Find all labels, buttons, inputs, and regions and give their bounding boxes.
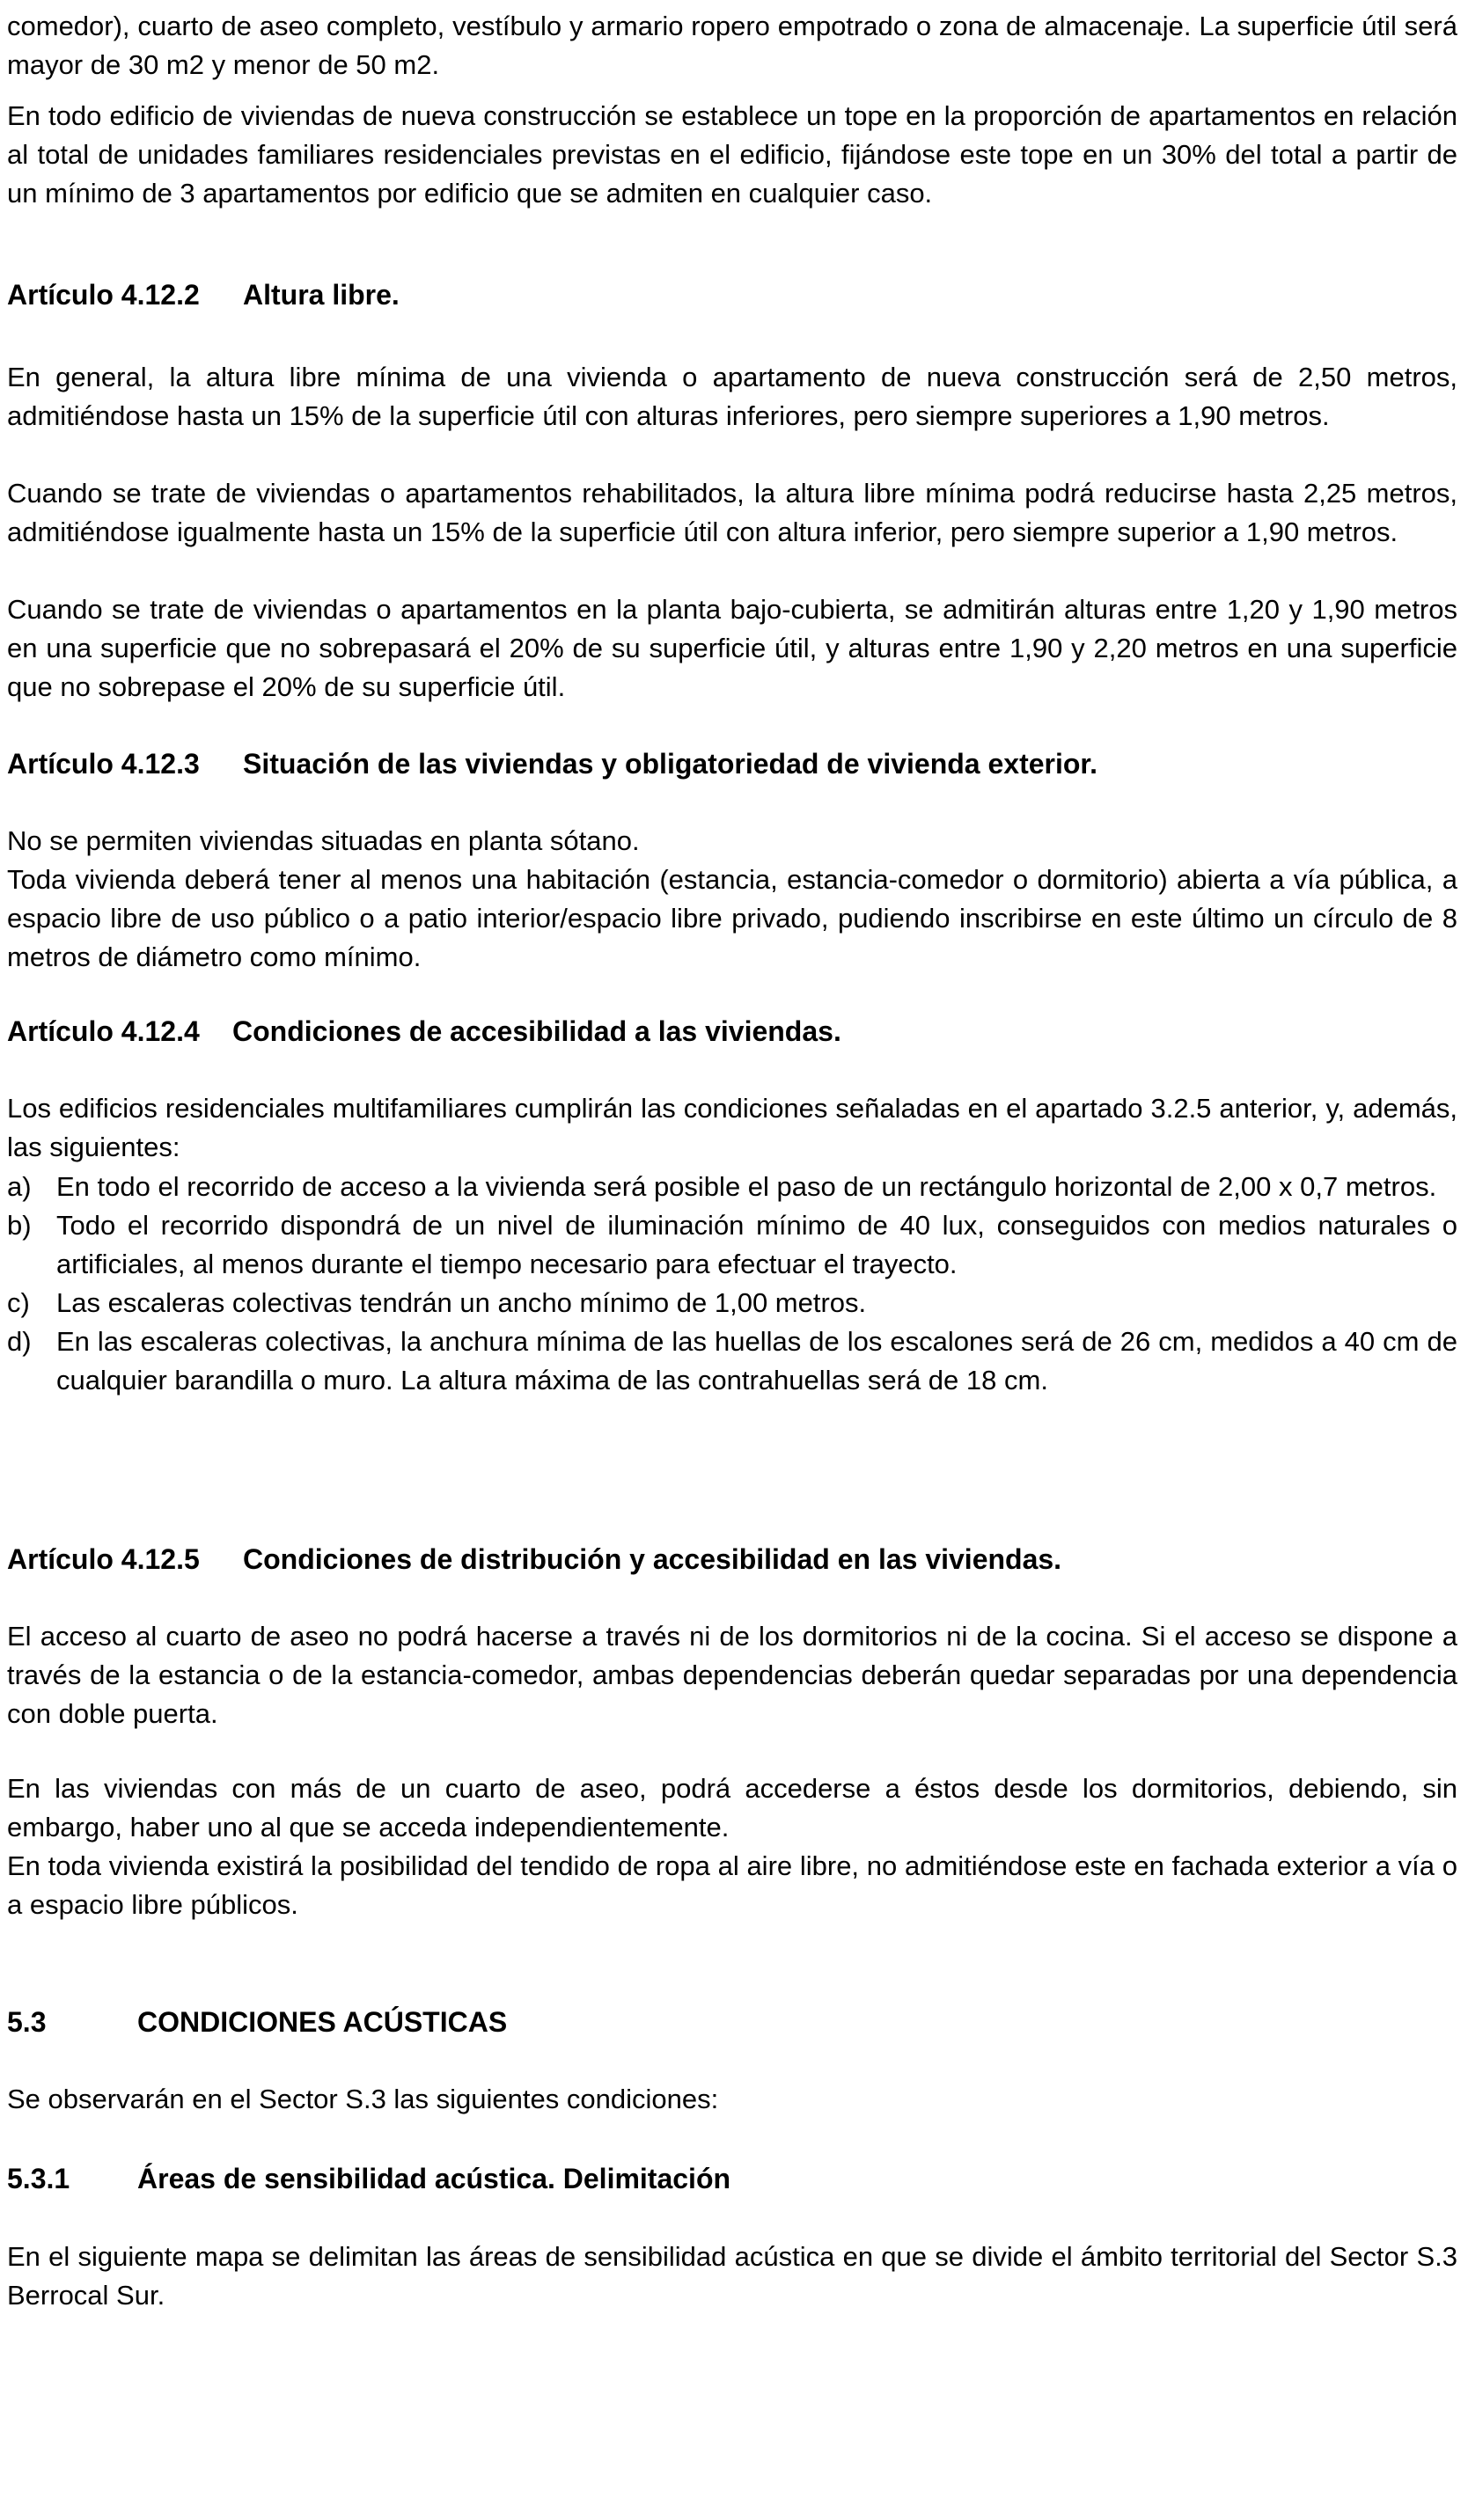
article-number: Artículo 4.12.5 bbox=[7, 1543, 200, 1575]
article-number: Artículo 4.12.2 bbox=[7, 279, 200, 311]
article-number: Artículo 4.12.4 bbox=[7, 1015, 200, 1047]
paragraph: Los edificios residenciales multifamiliares cumplirán las condiciones señaladas en el apartado 3.2.5 anterior, y, además, las siguientes: bbox=[7, 1093, 1457, 1162]
section-heading bbox=[7, 2003, 1457, 2041]
list-item-text: Todo el recorrido dispondrá de un nivel de iluminación mínimo de 40 lux, conseguidos con medios naturales o artificiales, al menos durante el tiempo necesario para efectuar el trayecto. bbox=[56, 1210, 1457, 1279]
requirements-list bbox=[7, 1168, 1457, 1400]
subsection-heading bbox=[7, 2159, 1457, 2198]
article-title: Condiciones de distribución y accesibilidad en las viviendas. bbox=[243, 1543, 1062, 1575]
section-title: CONDICIONES ACÚSTICAS bbox=[137, 2006, 508, 2038]
article-heading bbox=[7, 1540, 1457, 1579]
article-heading bbox=[7, 1012, 1457, 1051]
subsection-title: Áreas de sensibilidad acústica. Delimitación bbox=[137, 2163, 731, 2194]
paragraph: En todo edificio de viviendas de nueva construcción se establece un tope en la proporción de apartamentos en relación al total de unidades familiares residenciales previstas en el edificio, fijándose este tope en un 30% del total a partir de un mínimo de 3 apartamentos por edificio que se admiten en cualquier caso. bbox=[7, 100, 1457, 209]
list-item bbox=[7, 1206, 1457, 1284]
subsection-number: 5.3.1 bbox=[7, 2163, 70, 2194]
list-item-text: En las escaleras colectivas, la anchura mínima de las huellas de los escalones será de 26 cm, medidos a 40 cm de cualquier barandilla o muro. La altura máxima de las contrahuellas será de 18 cm. bbox=[56, 1326, 1457, 1396]
article-title: Altura libre. bbox=[243, 279, 400, 311]
paragraph: Cuando se trate de viviendas o apartamentos en la planta bajo-cubierta, se admitirán alturas entre 1,20 y 1,90 metros en una superficie que no sobrepasará el 20% de su superficie útil, y alturas entre 1,90 y 2,20 metros en una superficie que no sobrepase el 20% de su superficie útil. bbox=[7, 594, 1457, 702]
paragraph: En toda vivienda existirá la posibilidad del tendido de ropa al aire libre, no admitiéndose este en fachada exterior a vía o a espacio libre públicos. bbox=[7, 1850, 1457, 1920]
paragraph: Cuando se trate de viviendas o apartamentos rehabilitados, la altura libre mínima podrá reducirse hasta 2,25 metros, admitiéndose igualmente hasta un 15% de la superficie útil con altura inferior, pero siempre superior a 1,90 metros. bbox=[7, 478, 1457, 547]
list-item bbox=[7, 1322, 1457, 1400]
paragraph: Se observarán en el Sector S.3 las siguientes condiciones: bbox=[7, 2084, 719, 2114]
paragraph: No se permiten viviendas situadas en planta sótano. bbox=[7, 825, 640, 856]
article-title: Situación de las viviendas y obligatoriedad de vivienda exterior. bbox=[243, 748, 1097, 780]
paragraph: El acceso al cuarto de aseo no podrá hacerse a través ni de los dormitorios ni de la cocina. Si el acceso se dispone a través de la estancia o de la estancia-comedor, ambas dependencias deberán quedar separadas por una dependencia con doble puerta. bbox=[7, 1621, 1457, 1729]
list-item-text: En todo el recorrido de acceso a la vivienda será posible el paso de un rectángulo horizontal de 2,00 x 0,7 metros. bbox=[56, 1171, 1437, 1202]
paragraph: En general, la altura libre mínima de una vivienda o apartamento de nueva construcción será de 2,50 metros, admitiéndose hasta un 15% de la superficie útil con alturas inferiores, pero siempre superiores a 1,90 metros. bbox=[7, 362, 1457, 431]
article-heading bbox=[7, 275, 1457, 314]
article-number: Artículo 4.12.3 bbox=[7, 748, 200, 780]
list-item-text: Las escaleras colectivas tendrán un ancho mínimo de 1,00 metros. bbox=[56, 1287, 867, 1318]
paragraph: En las viviendas con más de un cuarto de aseo, podrá accederse a éstos desde los dormitorios, debiendo, sin embargo, haber uno al que se acceda independientemente. bbox=[7, 1773, 1457, 1842]
list-item bbox=[7, 1168, 1457, 1206]
list-marker: b) bbox=[7, 1210, 32, 1241]
paragraph: comedor), cuarto de aseo completo, vestíbulo y armario ropero empotrado o zona de almacenaje. La superficie útil será mayor de 30 m2 y menor de 50 m2. bbox=[7, 11, 1457, 80]
article-title: Condiciones de accesibilidad a las viviendas. bbox=[232, 1015, 841, 1047]
list-marker: d) bbox=[7, 1326, 32, 1357]
paragraph: En el siguiente mapa se delimitan las áreas de sensibilidad acústica en que se divide el ámbito territorial del Sector S.3 Berrocal Sur. bbox=[7, 2241, 1457, 2311]
paragraph: Toda vivienda deberá tener al menos una habitación (estancia, estancia-comedor o dormitorio) abierta a vía pública, a espacio libre de uso público o a patio interior/espacio libre privado, pudiendo inscribirse en este último un círculo de 8 metros de diámetro como mínimo. bbox=[7, 864, 1457, 972]
article-heading bbox=[7, 744, 1457, 783]
section-number: 5.3 bbox=[7, 2006, 47, 2038]
list-marker: c) bbox=[7, 1287, 30, 1318]
list-item bbox=[7, 1284, 1457, 1322]
list-marker: a) bbox=[7, 1171, 32, 1202]
